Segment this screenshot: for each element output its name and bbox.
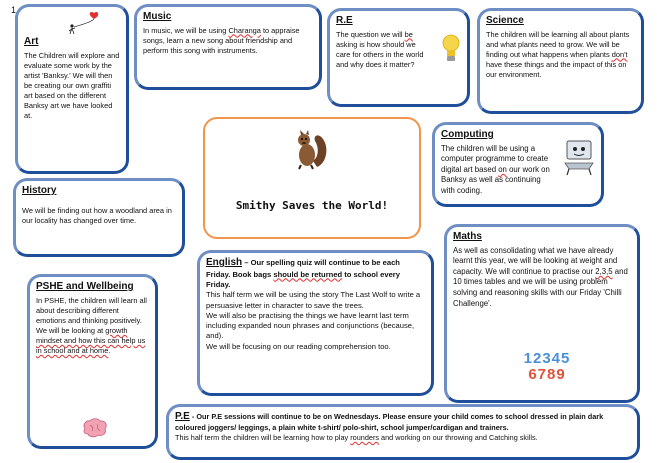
english-para-3: We will also be practising the things we have learnt last term including expanded noun phrases and conjunctions (because, and). bbox=[206, 310, 415, 341]
pshe-text-3: . bbox=[108, 345, 111, 355]
maths-text-2: 2,3,5 bbox=[595, 266, 613, 276]
history-title: History bbox=[22, 185, 57, 196]
computing-text-1: The children will be using a computer programme to create digital art based bbox=[441, 143, 549, 174]
heart-balloon-girl-icon bbox=[64, 11, 104, 35]
brain-icon bbox=[80, 417, 110, 439]
history-box bbox=[13, 178, 185, 257]
english-intro-1: – Our spelling quiz will continue to be each Friday. Book bags bbox=[206, 258, 400, 279]
english-box bbox=[197, 250, 434, 396]
english-para-2: This half term we will be using the story The Last Wolf to write a persuasive letter in character to save the trees. bbox=[206, 290, 421, 310]
pshe-box bbox=[27, 274, 158, 449]
art-box bbox=[15, 4, 129, 174]
pe-text-2: rounders bbox=[350, 432, 380, 442]
english-intro-2: should be returned bbox=[273, 269, 343, 279]
maths-digits-top: 12345 bbox=[523, 350, 571, 367]
music-title: Music bbox=[143, 11, 172, 22]
laptop-icon bbox=[563, 137, 599, 177]
science-text-3: have these things and the impact of this on our environment. bbox=[486, 59, 627, 79]
re-title: R.E bbox=[336, 15, 353, 26]
computing-title: Computing bbox=[441, 129, 494, 140]
music-text-1: In music, we will be using bbox=[143, 25, 229, 35]
squirrel-icon bbox=[293, 127, 329, 171]
maths-title: Maths bbox=[453, 231, 482, 242]
pshe-title: PSHE and Wellbeing bbox=[36, 281, 134, 292]
science-title: Science bbox=[486, 15, 524, 26]
re-text-3: asking is how should we care for others in the world and why does it matter? bbox=[336, 39, 424, 69]
computing-box bbox=[432, 122, 604, 207]
maths-box bbox=[444, 224, 640, 403]
pshe-text-2: growth mindset and how this can help us in school and at home bbox=[36, 325, 146, 355]
centre-box bbox=[203, 117, 421, 239]
maths-digits bbox=[507, 351, 587, 383]
pshe-text-1: In PSHE, the children will learn all about describing different emotions and thinking positively. We will be looking at bbox=[36, 295, 147, 335]
art-text: The Children will explore and evaluate some work by the artist 'Banksy.' We will then be creating our own graffiti art based on the different Banksy art we have looked at. bbox=[24, 50, 120, 120]
english-title: English bbox=[206, 257, 243, 268]
pe-intro: - Our P.E sessions will continue to be on Wednesdays. Please ensure your child comes to school dressed in plain dark coloured joggers/ leggings, a plain white t-shirt/ polo-shirt, school jumper/cardigan and trainers. bbox=[175, 412, 604, 433]
science-text-1: The children will be learning all about plants and what plants need to grow. We will be finding out what happens when plants bbox=[486, 29, 630, 59]
re-text-1: The question we will bbox=[336, 29, 405, 39]
computing-text-3: our work on Banksy as well as continuing with coding. bbox=[441, 164, 550, 195]
page-number: 1 bbox=[11, 5, 17, 15]
lightbulb-icon bbox=[440, 33, 462, 63]
english-intro-3: to school every Friday. bbox=[206, 269, 400, 289]
computing-text-2: on bbox=[498, 164, 507, 174]
music-box bbox=[134, 4, 322, 90]
science-box bbox=[477, 8, 644, 114]
maths-text-3: and 10 times tables and we will be using problem solving and reasoning skills with our Friday 'Chilli Challenge'. bbox=[453, 266, 628, 308]
history-text: We will be finding out how a woodland area in our locality has changed over time. bbox=[22, 205, 172, 225]
music-text-3: to appraise songs, learn a new song about friendship and perform this song with instruments. bbox=[143, 25, 300, 55]
music-text-2: Charanga bbox=[228, 25, 261, 35]
re-text-2: be bbox=[404, 29, 413, 39]
maths-text-1: As well as consolidating what we have already learnt this year, we will be looking at weight and capacity. We will continue to practise our bbox=[453, 245, 618, 276]
maths-digits-bottom: 6789 bbox=[528, 365, 566, 383]
pe-title: P.E bbox=[175, 411, 190, 422]
art-title: Art bbox=[24, 36, 39, 47]
pe-text-3: and working on our throwing and Catching skills. bbox=[379, 432, 538, 442]
english-para-4: We will be focusing on our reading comprehension too. bbox=[206, 341, 391, 351]
re-box bbox=[327, 8, 470, 107]
pe-text-1: This half term the children will be learning how to play bbox=[175, 432, 351, 442]
pe-box bbox=[166, 404, 640, 460]
centre-title: Smithy Saves the World! bbox=[235, 199, 389, 212]
science-text-2: don't bbox=[611, 49, 628, 59]
